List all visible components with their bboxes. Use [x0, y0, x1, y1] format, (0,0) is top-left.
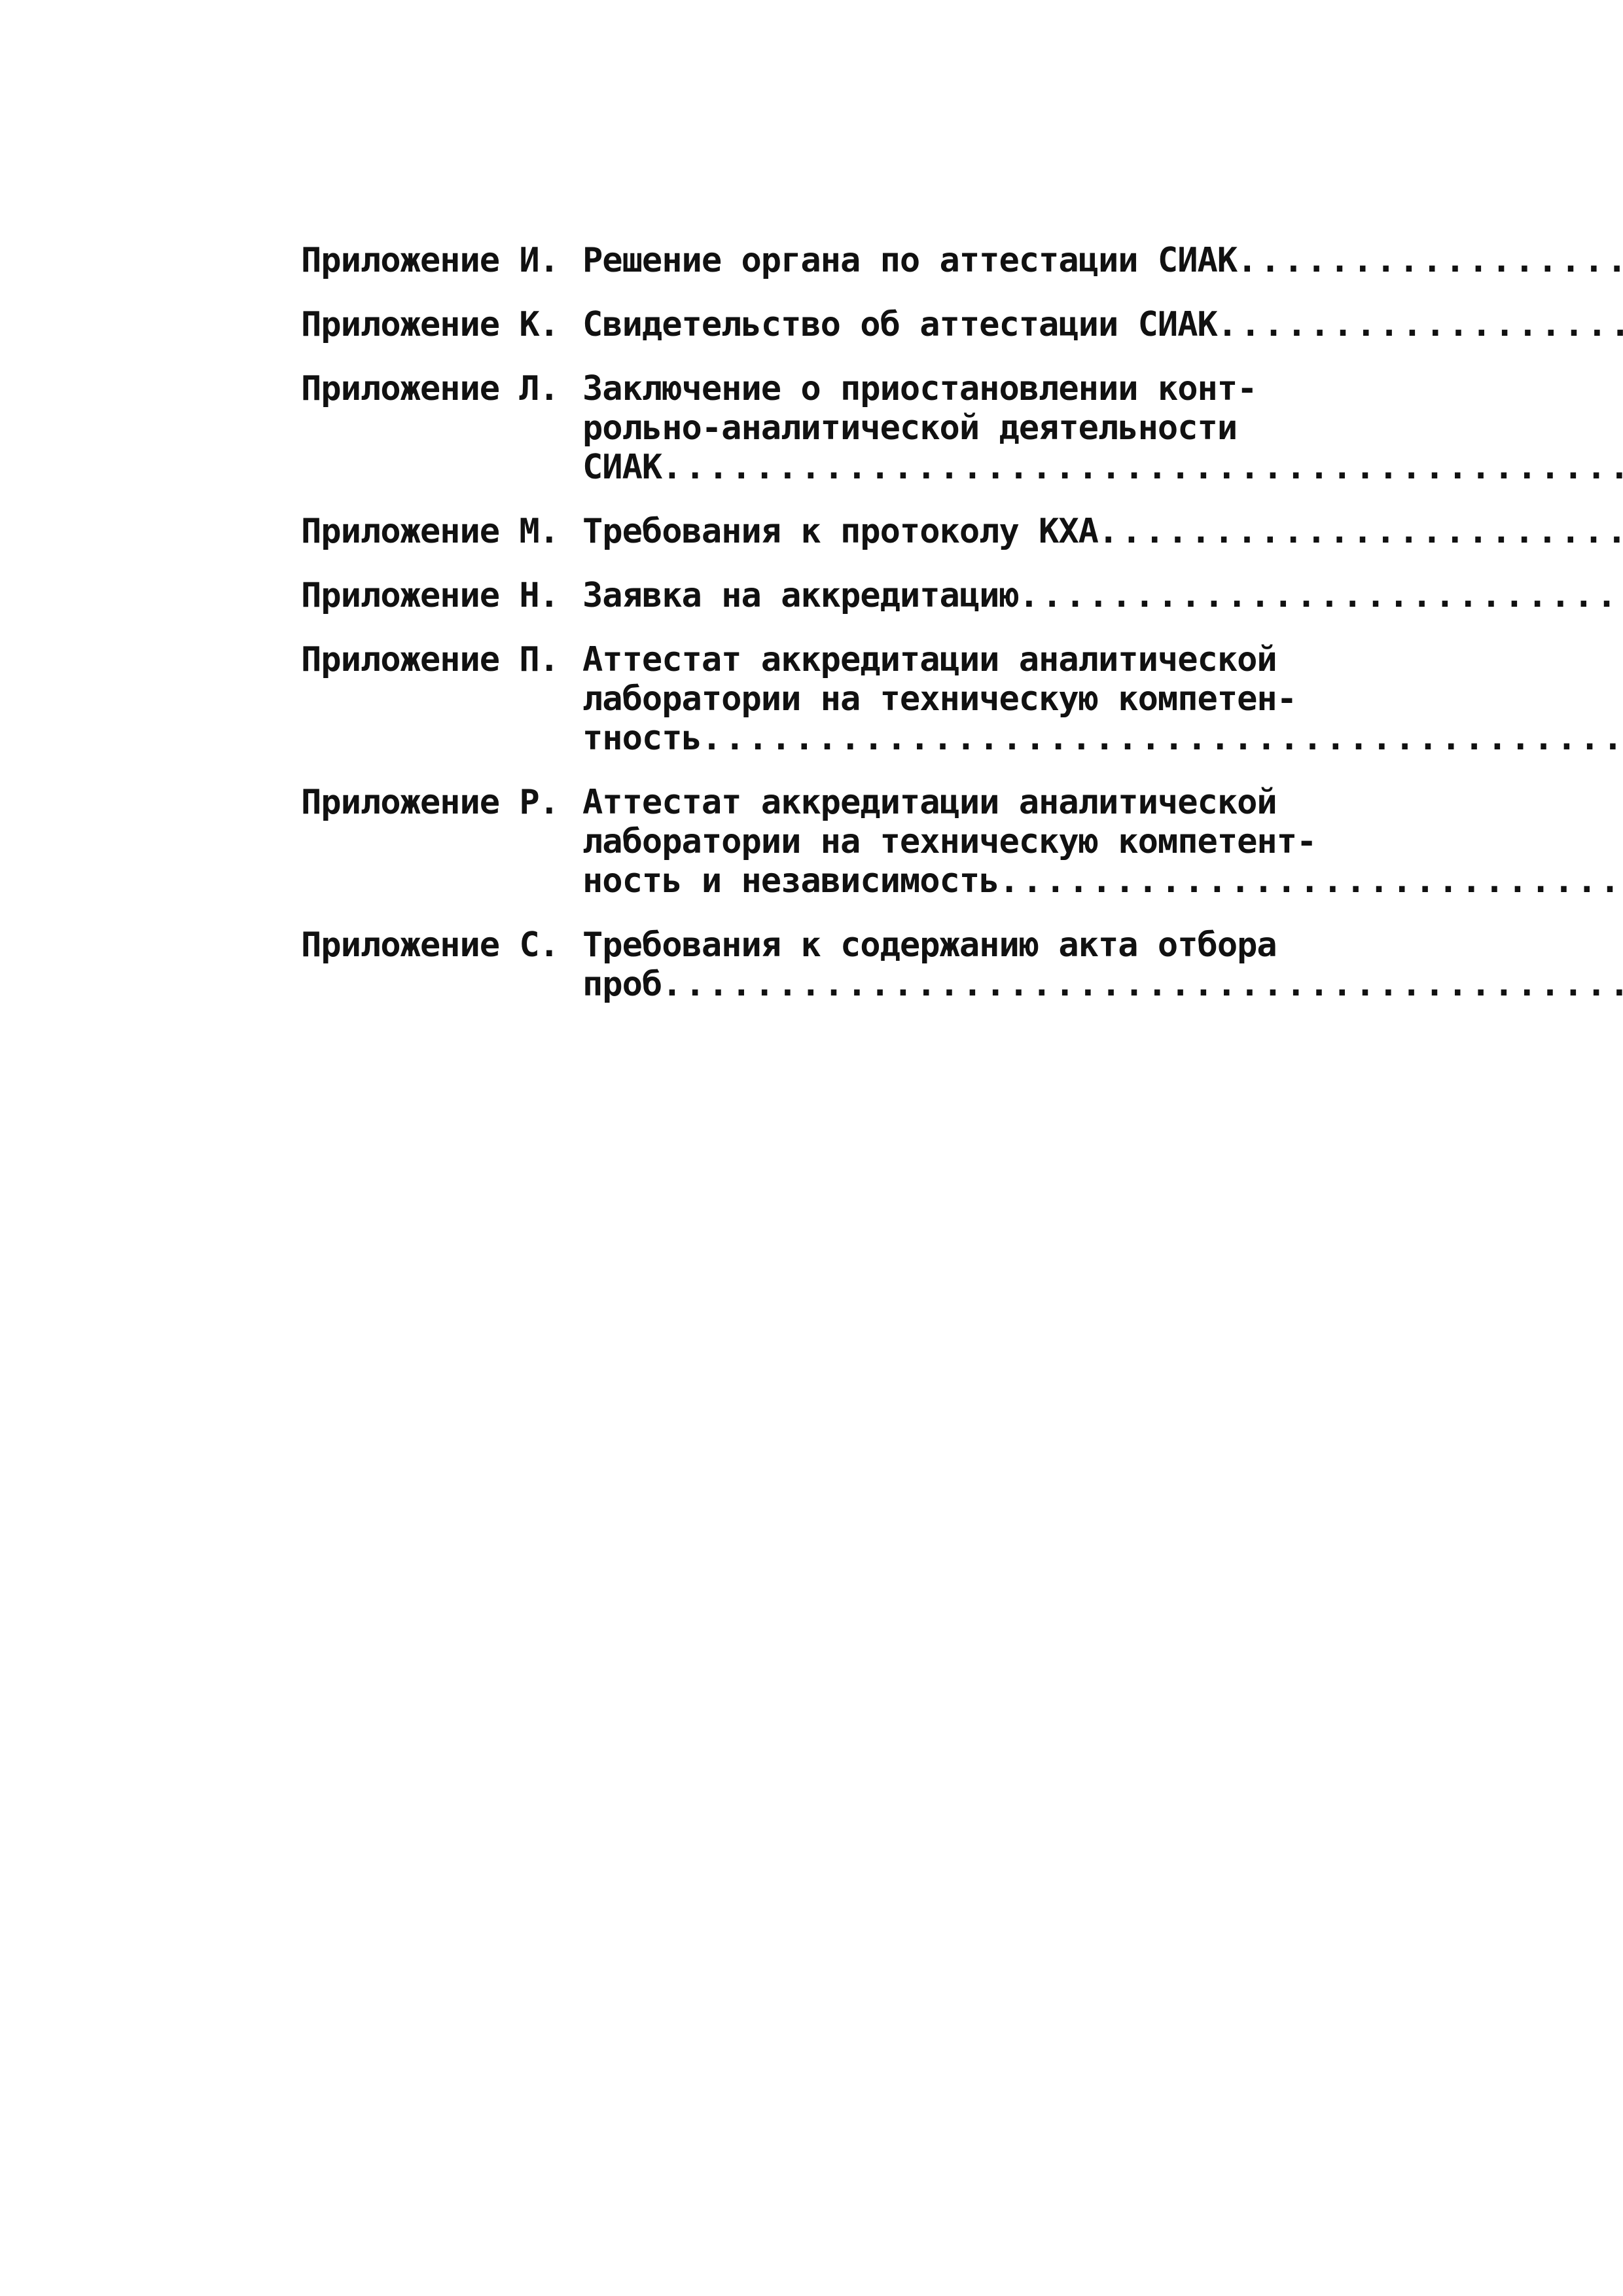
dot-leader [702, 719, 1623, 758]
toc-entry-p [301, 640, 1400, 758]
toc-entry-n [301, 576, 1400, 615]
toc-entry-label: Приложение М. [301, 512, 559, 551]
toc-entry-last-line [582, 965, 1623, 1004]
toc-entry-label: Приложение Н. [301, 576, 559, 615]
toc-entry-text: СИАК [582, 448, 662, 487]
toc-entry-text: Решение органа по аттестации СИАК [582, 241, 1238, 280]
toc-entry-line: рольно-аналитической деятельности [582, 408, 1238, 448]
toc-entry-text: Свидетельство об аттестации СИАК [582, 305, 1217, 344]
toc-entry-last-line [582, 512, 1623, 551]
toc-entry-title [582, 241, 1623, 280]
toc-entry-line: Заключение о приостановлении конт- [582, 369, 1257, 408]
dot-leader [1019, 576, 1623, 615]
toc-entry-text: ность и независимость [582, 861, 999, 901]
toc-entry-last-line [582, 719, 1623, 758]
toc-entry-text: проб [582, 965, 662, 1004]
dot-leader [662, 448, 1623, 487]
toc-entry-line: Аттестат аккредитации аналитической [582, 640, 1277, 679]
toc-entry-last-line [582, 305, 1623, 344]
dot-leader [662, 965, 1623, 1004]
toc-entry-title [582, 369, 1623, 487]
toc-entry-m [301, 512, 1400, 551]
toc-entry-l [301, 369, 1400, 487]
toc-entry-title [582, 305, 1623, 344]
toc-entry-title [582, 512, 1623, 551]
toc-entry-line: Аттестат аккредитации аналитической [582, 783, 1277, 822]
toc-entry-line: Требования к содержанию акта отбора [582, 925, 1277, 965]
toc-entry-title [582, 576, 1623, 615]
toc-entry-title [582, 640, 1623, 758]
toc-entry-i [301, 241, 1400, 280]
toc-entry-last-line [582, 241, 1623, 280]
dot-leader [999, 861, 1623, 901]
toc-entry-last-line [582, 576, 1623, 615]
dot-leader [1098, 512, 1623, 551]
toc-entry-text: Требования к протоколу КХА [582, 512, 1098, 551]
toc-entry-r [301, 783, 1400, 901]
toc-entry-last-line [582, 861, 1623, 901]
table-of-contents [301, 241, 1400, 1029]
toc-entry-label: Приложение П. [301, 640, 559, 679]
toc-entry-last-line [582, 448, 1623, 487]
toc-entry-line: лаборатории на техническую компетен- [582, 679, 1297, 719]
toc-entry-title [582, 783, 1623, 901]
toc-entry-title [582, 925, 1623, 1004]
toc-entry-s [301, 925, 1400, 1004]
toc-entry-text: Заявка на аккредитацию [582, 576, 1019, 615]
toc-entry-label: Приложение С. [301, 925, 559, 965]
toc-entry-k [301, 305, 1400, 344]
toc-entry-line: лаборатории на техническую компетент- [582, 822, 1317, 861]
toc-entry-text: тность [582, 719, 702, 758]
dot-leader [1217, 305, 1623, 344]
toc-entry-label: Приложение Л. [301, 369, 559, 408]
toc-entry-label: Приложение Р. [301, 783, 559, 822]
toc-entry-label: Приложение И. [301, 241, 559, 280]
toc-entry-label: Приложение К. [301, 305, 559, 344]
dot-leader [1237, 241, 1623, 280]
